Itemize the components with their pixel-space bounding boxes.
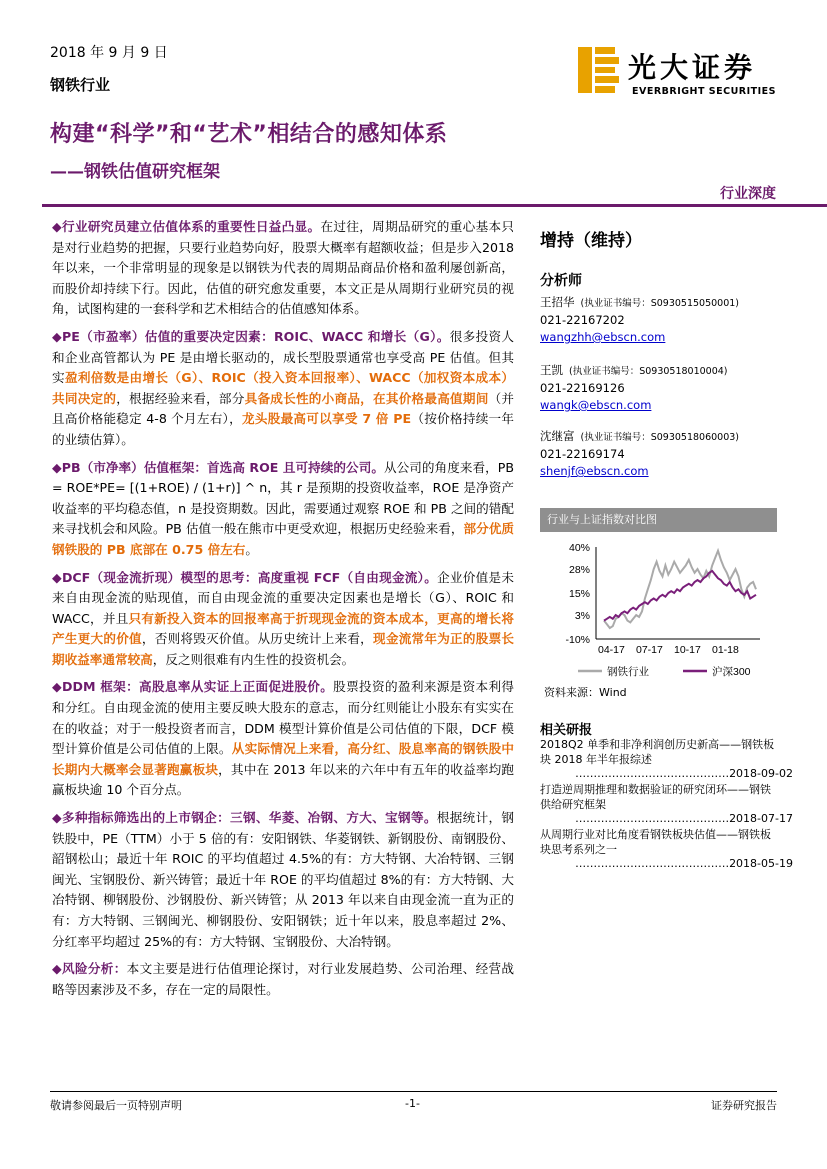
x-tick-label: 01-18 [712, 644, 739, 656]
industry-label: 钢铁行业 [50, 76, 111, 94]
analyst-phone: 021-22167202 [540, 313, 625, 327]
x-tick-label: 04-17 [598, 644, 625, 656]
paragraph-risk [52, 959, 514, 1000]
x-tick-label: 07-17 [636, 644, 663, 656]
paragraph-heading: ◆多种指标筛选出的上市钢企：三钢、华菱、冶钢、方大、宝钢等。 [52, 810, 437, 826]
analyst-name: 王凯 [540, 363, 563, 377]
report-title: 构建“科学”和“艺术”相结合的感知体系 [50, 122, 448, 147]
paragraph-text: （按价格持续一年的业绩估算）。 [52, 411, 514, 447]
analyst-card [540, 362, 728, 414]
footer-disclaimer: 敬请参阅最后一页特别声明 [50, 1099, 182, 1112]
analyst-header: 分析师 [540, 273, 582, 289]
report-subtitle: ——钢铁估值研究框架 [50, 162, 220, 182]
paragraph-heading: ◆DDM 框架：高股息率从实证上正面促进股价。 [52, 679, 334, 695]
analyst-cert: (执业证书编号：S0930518060003) [580, 432, 740, 443]
paragraph-dcf [52, 568, 514, 671]
page-number: -1- [405, 1097, 420, 1110]
analyst-name: 沈继富 [540, 429, 575, 443]
highlight-text: 部分优质钢铁股的 PB 底部在 0.75 倍左右 [52, 521, 514, 557]
paragraph-heading: ◆DCF（现金流折现）模型的思考：高度重视 FCF（自由现金流）。 [52, 569, 438, 585]
paragraph-text: 。 [245, 541, 258, 557]
paragraph-heading: ◆行业研究员建立估值体系的重要性日益凸显。 [52, 219, 321, 234]
highlight-text: 盈利倍数是由增长（G）、ROIC（投入资本回报率）、WACC（加权资本成本）共同决定的 [52, 370, 514, 406]
analyst-cert: (执业证书编号：S0930515050001) [580, 298, 740, 309]
related-report-date: ……………………………………2018-05-19 [575, 857, 793, 870]
y-tick-label: -10% [565, 634, 590, 646]
highlight-text: 只有新投入资本的回报率高于折现现金流的资本成本，更高的增长将产生更大的价值 [52, 610, 514, 647]
header-divider [42, 204, 827, 207]
industry-vs-index-chart [540, 535, 777, 680]
report-date: 2018 年 9 月 9 日 [50, 45, 168, 61]
related-report-title[interactable]: 从周期行业对比角度看钢铁板块估值——钢铁板块思考系列之一 [540, 828, 771, 856]
rating: 增持（维持） [540, 231, 642, 251]
series-line-hs300 [604, 571, 756, 621]
analyst-phone: 021-22169174 [540, 447, 625, 461]
paragraph-ddm [52, 677, 514, 801]
y-tick-label: 28% [568, 564, 590, 577]
summary-body [52, 217, 514, 1007]
paragraph-heading: ◆PB（市净率）估值框架：首选高 ROE 且可持续的公司。 [52, 459, 384, 475]
paragraph-pe [52, 327, 514, 451]
logo-chinese-name: 光大证券 [628, 51, 757, 84]
paragraph-text: ，否则将毁灭价值。从历史统计上来看， [141, 631, 374, 647]
analyst-email-link[interactable]: shenjf@ebscn.com [540, 464, 649, 478]
report-type: 行业深度 [720, 186, 776, 202]
related-report-date: ……………………………………2018-09-02 [575, 767, 793, 780]
paragraph-text: 股票投资的盈利来源是资本利得和分红。自由现金流的使用主要反映大股东的意志，而分红则能让小股东有实实在在的收益；对于一般投资者而言，DDM 模型计算价值是公司估值的下限，DCF 模型计算价值是公司估值的上限。 [52, 679, 515, 757]
related-report-title[interactable]: 2018Q2 单季和非净利润创历史新高——钢铁板块 2018 年半年报综述 [540, 738, 775, 766]
related-report-title[interactable]: 打造逆周期推理和数据验证的研究闭环——钢铁供给研究框架 [540, 783, 771, 811]
chart-source: 资料来源：Wind [544, 686, 627, 699]
paragraph-text: 从公司的角度来看，PB = ROE*PE= [(1+ROE) / (1+r)] ^ n，其 r 是预期的投资收益率，ROE 是净资产收益率的平均稳态值，n 是投资期数。因此，需要通过观察 ROE 和 PB 之间的错配来寻找机会和风险。PB 估值一般在熊市中更受欢迎，根据历史经验来看， [52, 459, 515, 537]
highlight-text: 龙头股最高可以享受 7 倍 PE [241, 411, 412, 427]
paragraph-text: （并且高价格能稳定 4-8 个月左右）， [52, 390, 515, 427]
everbright-logo-icon [578, 47, 620, 93]
legend-label: 沪深300 [712, 666, 751, 678]
paragraph-text: 企业价值是未来自由现金流的贴现值，而自由现金流的重要决定因素也是增长（G）、ROIC 和 WACC，并且 [52, 569, 514, 626]
x-tick-label: 10-17 [674, 644, 701, 656]
paragraph-heading: ◆PE（市盈率）估值的重要决定因素：ROIC、WACC 和增长（G）。 [52, 328, 450, 344]
related-report-date: ……………………………………2018-07-17 [575, 812, 793, 825]
logo-english-name: EVERBRIGHT SECURITIES [632, 86, 776, 97]
paragraph-text: ，根据经验来看，部分 [116, 390, 245, 406]
analyst-phone: 021-22169126 [540, 381, 625, 395]
y-tick-label: 15% [568, 588, 590, 600]
paragraph-text: 本文主要是进行估值理论探讨，对行业发展趋势、公司治理、经营战略等因素涉及不多，存在一定的局限性。 [52, 961, 515, 997]
legend-label: 钢铁行业 [607, 666, 649, 678]
paragraph-text: 根据统计，钢铁股中，PE（TTM）小于 5 倍的有：安阳钢铁、华菱钢铁、新钢股份、南钢股份、韶钢松山；最近十年 ROIC 的平均值超过 4.5%的有：方大特钢、大冶特钢、三钢闽光、宝钢股份、新兴铸管；最近十年 ROE 的平均值超过 8%的有：方大特钢、大冶特钢、柳钢股份、沙钢股份、新兴铸管；从 2013 年以来自由现金流一直为正的有：方大特钢、三钢闽光、柳钢股份、安阳钢铁；近十年以来，股息率超过 2%、分红率平均超过 25%的有：方大特钢、宝钢股份、大冶特钢。 [52, 810, 515, 949]
footer-divider [50, 1091, 777, 1092]
paragraph-pb [52, 458, 514, 561]
chart-title: 行业与上证指数对比图 [540, 508, 777, 532]
footer-doc-type: 证券研究报告 [711, 1099, 777, 1112]
highlight-text: 具备成长性的小商品，在其价格最高值期间 [244, 390, 489, 406]
analyst-cert: (执业证书编号：S0930518010004) [569, 366, 728, 377]
paragraph-text: ，反之则很难有内生性的投资机会。 [152, 651, 355, 667]
paragraph-text: ，其中在 2013 年以来的六年中有五年的收益率均跑赢板块逾 10 个百分点。 [52, 761, 515, 798]
y-tick-label: 40% [568, 542, 590, 554]
analyst-card [540, 294, 739, 346]
related-reports-header: 相关研报 [540, 723, 593, 738]
analyst-card [540, 428, 739, 480]
paragraph-valuation-importance [52, 217, 514, 320]
paragraph-text: 在过往，周期品研究的重心基本只是对行业趋势的把握，只要行业趋势向好，股票大概率有超额收益；但是步入2018 年以来，一个非常明显的现象是以钢铁为代表的周期品商品价格和盈利屡创新高，而股价却持续下行。因此，估值的研究愈发重要，本文正是从周期行业研究员的视角，试图构建的一套科学和艺术相结合的估值感知体系。 [52, 219, 515, 317]
analyst-email-link[interactable]: wangk@ebscn.com [540, 398, 652, 412]
highlight-text: 从实际情况上来看，高分红、股息率高的钢铁股中长期内大概率会显著跑赢板块 [52, 741, 515, 777]
highlight-text: 现金流常年为正的股票长期收益率通常较高 [52, 631, 515, 667]
y-tick-label: 3% [574, 610, 590, 623]
paragraph-screening [52, 808, 514, 952]
analyst-name: 王招华 [540, 295, 575, 309]
paragraph-text: 很多投资人和企业高管都认为 PE 是由增长驱动的，成长型股票通常也享受高 PE 估值。但其实 [52, 328, 515, 386]
paragraph-heading: ◆风险分析： [52, 961, 127, 977]
analyst-email-link[interactable]: wangzhh@ebscn.com [540, 330, 666, 344]
